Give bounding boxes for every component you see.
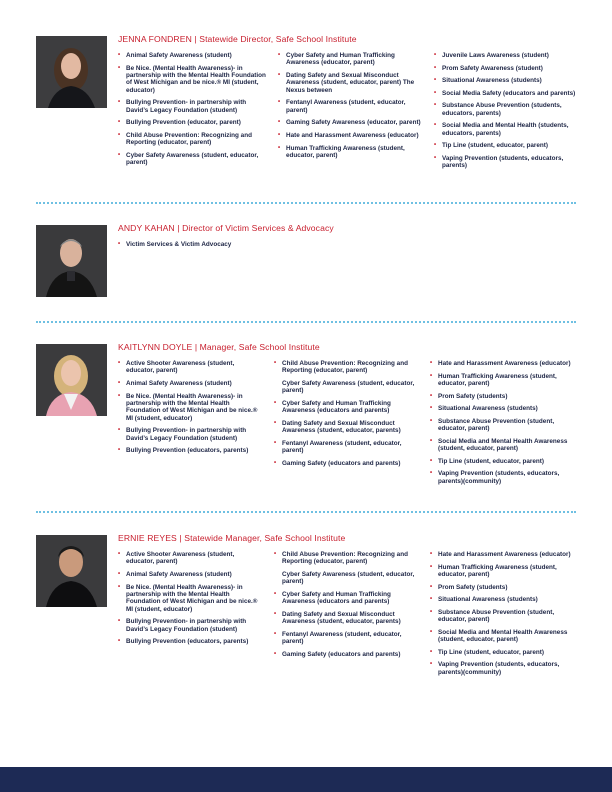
topic-item: • Prom Safety Awareness (student) [434, 65, 582, 72]
topic-column-3 [434, 52, 582, 175]
section-divider [36, 321, 576, 323]
topic-item: • Dating Safety and Sexual Misconduct Awareness (student, educator, parent) The Nexus between [278, 72, 426, 94]
topic-item: • Fentanyl Awareness (student, educator, parent) [278, 99, 426, 114]
topic-item: • Human Trafficking Awareness (student, educator, parent) [430, 564, 582, 579]
topic-item: • Human Trafficking Awareness (student, educator, parent) [430, 373, 582, 388]
person-heading: KAITLYNN DOYLE | Manager, Safe School Institute [118, 342, 320, 352]
topic-item: • Bullying Prevention (educator, parent) [118, 119, 268, 126]
topic-item: • Bullying Prevention- in partnership with David’s Legacy Foundation (student) [118, 427, 263, 442]
topic-item: • Child Abuse Prevention: Recognizing and Reporting (educator, parent) [274, 551, 422, 566]
topic-item: • Cyber Safety Awareness (student, educator, parent) [118, 152, 268, 167]
topic-column-1 [118, 52, 268, 172]
topic-item: • Vaping Prevention (students, educators, parents)(community) [430, 661, 582, 676]
topic-item: • Human Trafficking Awareness (student, educator, parent) [278, 145, 426, 160]
topic-item: • Situational Awareness (students) [430, 596, 582, 603]
topic-item: • Be Nice. (Mental Health Awareness)- in partnership with the Mental Health Foundation of West Michigan and be nice.® MI (student, educator) [118, 65, 268, 95]
topic-item: • Hate and Harassment Awareness (educator) [430, 360, 582, 367]
topic-item: Cyber Safety Awareness (student, educator, parent) [282, 380, 415, 395]
topic-item: • Social Media and Mental Health Awareness (student, educator, parent) [430, 629, 582, 644]
topic-item: • Prom Safety (students) [430, 584, 582, 591]
topic-item: • Cyber Safety and Human Trafficking Awareness (educators and parents) [274, 400, 422, 415]
topic-item: Cyber Safety Awareness (student, educator, parent) [282, 571, 415, 586]
topic-item: • Situational Awareness (students) [434, 77, 582, 84]
headshot-photo [36, 225, 107, 297]
topic-item: • Active Shooter Awareness (student, educator, parent) [118, 551, 263, 566]
topic-item: • Be Nice. (Mental Health Awareness)- in partnership with the Mental Health Foundation of West Michigan and be nice.® MI (student, educator) [118, 584, 263, 614]
topic-column-2 [274, 360, 422, 473]
profile-kaitlynn-doyle [36, 344, 581, 494]
topic-item: • Prom Safety (students) [430, 393, 582, 400]
topic-column-1 [118, 241, 318, 254]
profile-andy-kahan [36, 225, 581, 300]
topic-item: • Bullying Prevention (educators, parents) [118, 638, 263, 645]
topic-item: • Victim Services & Victim Advocacy [118, 241, 318, 248]
profile-jenna-fondren [36, 36, 581, 186]
topic-item: • Social Media and Mental Health Awareness (student, educator, parent) [430, 438, 582, 453]
headshot-photo [36, 36, 107, 108]
topic-item: • Cyber Safety and Human Trafficking Awareness (educators and parents) [274, 591, 422, 606]
topic-item: • Child Abuse Prevention: Recognizing and Reporting (educator, parent) [274, 360, 422, 375]
topic-item: • Substance Abuse Prevention (student, educator, parent) [430, 418, 582, 433]
topic-item: • Bullying Prevention (educators, parents) [118, 447, 263, 454]
headshot-photo [36, 535, 107, 607]
topic-item: • Social Media and Mental Health (students, educators, parents) [434, 122, 582, 137]
topic-column-2 [278, 52, 426, 165]
topic-column-2 [274, 551, 422, 664]
footer-bar [0, 767, 612, 792]
topic-item: • Child Abuse Prevention: Recognizing and Reporting (educator, parent) [118, 132, 268, 147]
topic-item: • Vaping Prevention (students, educators, parents) [434, 155, 582, 170]
topic-item: • Animal Safety Awareness (student) [118, 380, 263, 387]
person-heading: ANDY KAHAN | Director of Victim Services & Advocacy [118, 223, 334, 233]
topic-item: • Be Nice. (Mental Health Awareness)- in partnership with the Mental Health Foundation of West Michigan and be nice.® MI (student, educator) [118, 393, 263, 423]
topic-item: • Substance Abuse Prevention (student, educator, parent) [430, 609, 582, 624]
topic-item: • Fentanyl Awareness (student, educator, parent) [274, 631, 422, 646]
profile-ernie-reyes [36, 535, 581, 695]
topic-item: • Juvenile Laws Awareness (student) [434, 52, 582, 59]
topic-item: • Active Shooter Awareness (student, educator, parent) [118, 360, 263, 375]
topic-item: • Dating Safety and Sexual Misconduct Awareness (student, educator, parents) [274, 420, 422, 435]
topic-item: • Tip Line (student, educator, parent) [430, 458, 582, 465]
person-heading: JENNA FONDREN | Statewide Director, Safe School Institute [118, 34, 357, 44]
topic-item: • Tip Line (student, educator, parent) [430, 649, 582, 656]
topic-item: • Animal Safety Awareness (student) [118, 571, 263, 578]
topic-item: • Hate and Harassment Awareness (educator) [278, 132, 426, 139]
topic-item: • Tip Line (student, educator, parent) [434, 142, 582, 149]
topic-column-1 [118, 360, 263, 460]
topic-item: • Vaping Prevention (students, educators, parents)(community) [430, 470, 582, 485]
topic-item: • Situational Awareness (students) [430, 405, 582, 412]
topic-item: • Bullying Prevention- in partnership with David’s Legacy Foundation (student) [118, 99, 268, 114]
topic-item: • Gaming Safety (educators and parents) [274, 460, 422, 467]
topic-item: • Dating Safety and Sexual Misconduct Awareness (student, educator, parents) [274, 611, 422, 626]
topic-column-3 [430, 360, 582, 490]
topic-column-3 [430, 551, 582, 681]
topic-item: • Bullying Prevention- in partnership with David’s Legacy Foundation (student) [118, 618, 263, 633]
topic-item: • Fentanyl Awareness (student, educator, parent) [274, 440, 422, 455]
section-divider [36, 202, 576, 204]
topic-item: • Hate and Harassment Awareness (educator) [430, 551, 582, 558]
topic-item: • Gaming Safety (educators and parents) [274, 651, 422, 658]
topic-item: • Cyber Safety and Human Trafficking Awareness (educator, parent) [278, 52, 426, 67]
topic-item: • Animal Safety Awareness (student) [118, 52, 268, 59]
headshot-photo [36, 344, 107, 416]
topic-column-1 [118, 551, 263, 651]
topic-item: • Gaming Safety Awareness (educator, parent) [278, 119, 426, 126]
person-heading: ERNIE REYES | Statewide Manager, Safe School Institute [118, 533, 346, 543]
topic-item: • Substance Abuse Prevention (students, educators, parents) [434, 102, 582, 117]
topic-item: • Social Media Safety (educators and parents) [434, 90, 582, 97]
section-divider [36, 511, 576, 513]
